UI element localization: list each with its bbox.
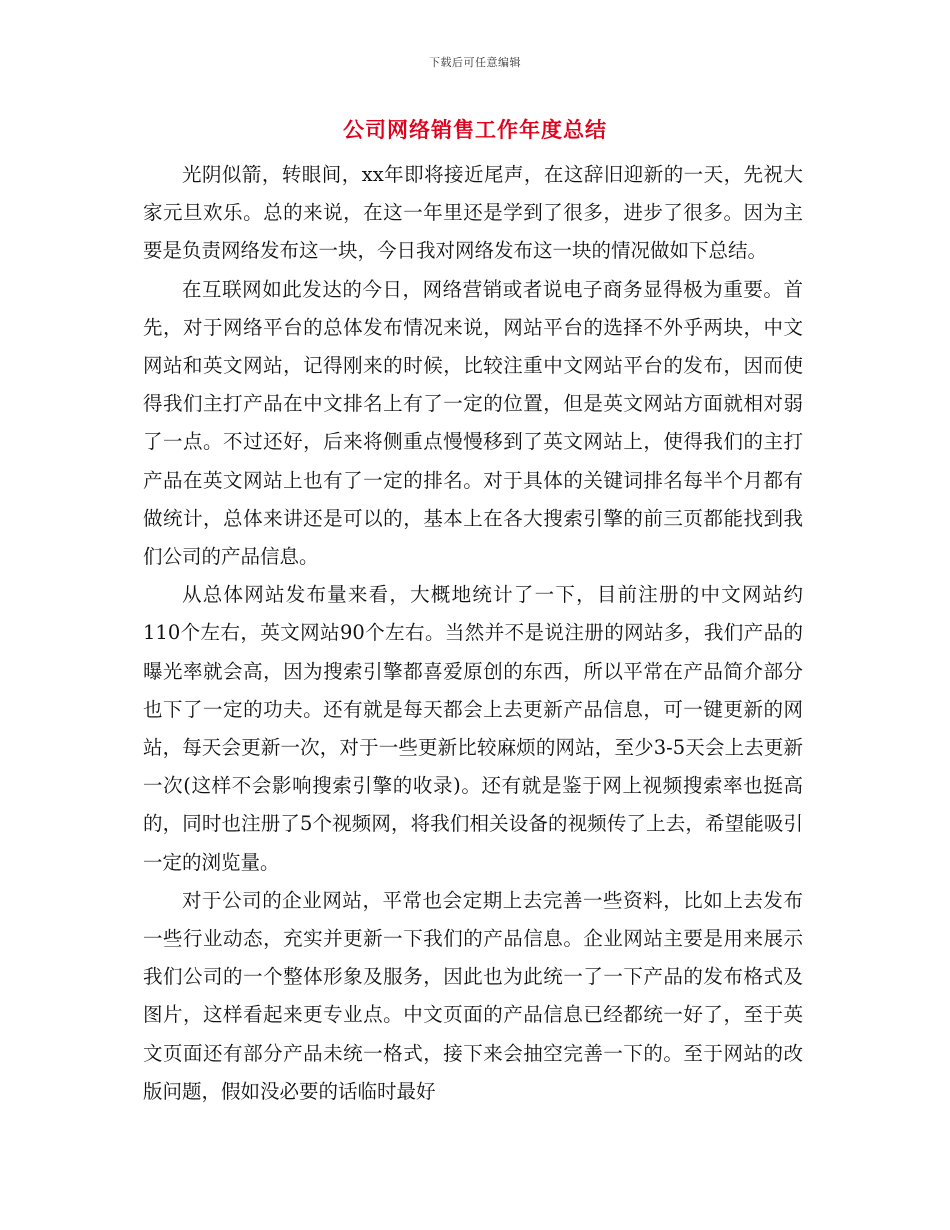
- header-note: 下载后可任意编辑: [429, 56, 521, 69]
- paragraph-4: 对于公司的企业网站，平常也会定期上去完善一些资料，比如上去发布一些行业动态，充实并更新一下我们的产品信息。企业网站主要是用来展示我们公司的一个整体形象及服务，因此也为此统一了一下产品的发布格式及图片，这样看起来更专业点。中文页面的产品信息已经都统一好了，至于英文页面还有部分产品未统一格式，接下来会抽空完善一下的。至于网站的改版问题，假如没必要的话临时最好: [143, 888, 803, 1103]
- document-body: [143, 156, 803, 1111]
- paragraph-1: 光阴似箭，转眼间，xx年即将接近尾声，在这辞旧迎新的一天，先祝大家元旦欢乐。总的来说，在这一年里还是学到了很多，进步了很多。因为主要是负责网络发布这一块，今日我对网络发布这一块的情况做如下总结。: [143, 163, 803, 263]
- paragraph-3: 从总体网站发布量来看，大概地统计了一下，目前注册的中文网站约110个左右，英文网站90个左右。当然并不是说注册的网站多，我们产品的曝光率就会高，因为搜索引擎都喜爱原创的东西，所以平常在产品简介部分也下了一定的功夫。还有就是每天都会上去更新产品信息，可一键更新的网站，每天会更新一次，对于一些更新比较麻烦的网站，至少3-5天会上去更新一次(这样不会影响搜索引擎的收录)。还有就是鉴于网上视频搜索率也挺高的，同时也注册了5个视频网，将我们相关设备的视频传了上去，希望能吸引一定的浏览量。: [143, 583, 803, 874]
- document-title: 公司网络销售工作年度总结: [343, 118, 607, 142]
- paragraph-2: 在互联网如此发达的今日，网络营销或者说电子商务显得极为重要。首先，对于网络平台的总体发布情况来说，网站平台的选择不外乎两块，中文网站和英文网站，记得刚来的时候，比较注重中文网站平台的发布，因而使得我们主打产品在中文排名上有了一定的位置，但是英文网站方面就相对弱了一点。不过还好，后来将侧重点慢慢移到了英文网站上，使得我们的主打产品在英文网站上也有了一定的排名。对于具体的关键词排名每半个月都有做统计，总体来讲还是可以的，基本上在各大搜索引擎的前三页都能找到我们公司的产品信息。: [143, 277, 803, 569]
